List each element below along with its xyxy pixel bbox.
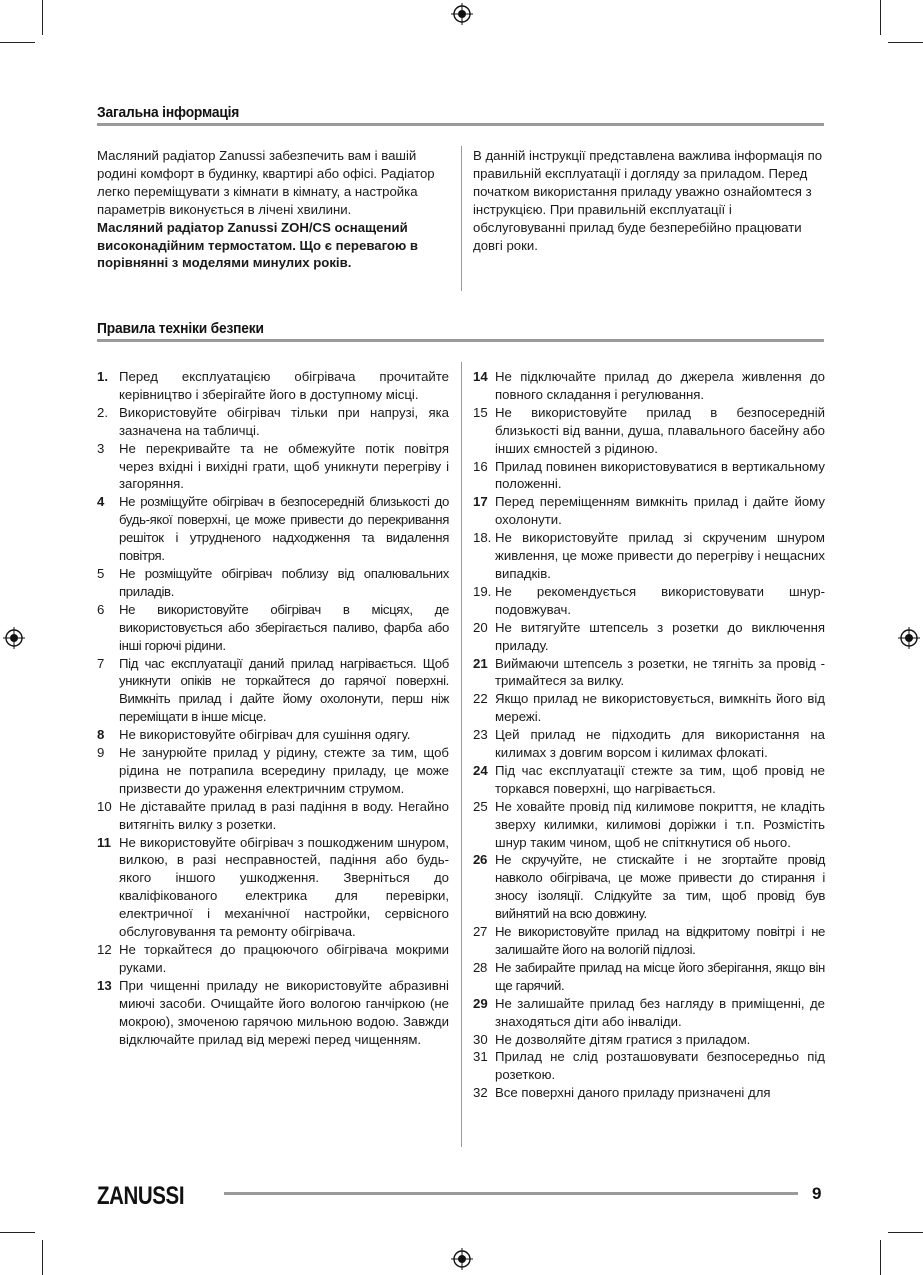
safety-right-column <box>473 368 825 1102</box>
general-bold-text: Масляний радіатор Zanussi ZOH/CS оснащений високонадійним термостатом. Що є перевагою в порівнянні з моделями минулих років. <box>97 219 418 271</box>
brand-logo: ZANUSSI <box>97 1182 185 1210</box>
safety-left-column <box>97 368 449 1048</box>
safety-list-left <box>97 368 449 1048</box>
safety-item: 31 Прилад не слід розташовувати безпосередньо під розеткою. <box>473 1049 825 1083</box>
heading-rule <box>97 339 824 342</box>
safety-item: 26 Не скручуйте, не стискайте і не згортайте провід навколо обігрівача, це може привести до стирання і зносу ізоляції. Слідкуйте за тим, щоб провід був вийнятий на всю довжину. <box>473 852 825 922</box>
crop-mark <box>880 0 881 35</box>
column-divider <box>461 146 462 291</box>
safety-item: 15 Не використовуйте прилад в безпосередній близькості від ванни, душа, плавального басейну або інших ємностей з рідиною. <box>473 404 825 456</box>
registration-mark-icon <box>3 627 25 649</box>
safety-list-right <box>473 368 825 1102</box>
safety-item: 2. Використовуйте обігрівач тільки при напрузі, яка зазначена на табличці. <box>97 404 449 438</box>
safety-item: 25 Не ховайте провід під килимове покриття, не кладіть зверху килимки, килимові доріжки і т.п. Розмістіть шнур таким чином, щоб не спіткнутися об нього. <box>473 798 825 850</box>
safety-item: 9 Не занурюйте прилад у рідину, стежте за тим, щоб рідина не потрапила всередину приладу, це може призвести до ураження електричним струмом. <box>97 745 449 796</box>
general-info-heading: Загальна інформація <box>97 104 240 121</box>
crop-mark <box>42 0 43 35</box>
safety-item: 18. Не використовуйте прилад зі скрученим шнуром живлення, це може привести до перегріву і нещасних випадків. <box>473 530 825 581</box>
safety-item: 6 Не використовуйте обігрівач в місцях, де використовується або зберігається паливо, фарба або інші горючі рідини. <box>97 601 449 653</box>
safety-item: 27 Не використовуйте прилад на відкритому повітрі і не залишайте його на вологій підлозі. <box>473 924 825 957</box>
safety-item: 12 Не торкайтеся до працюючого обігрівача мокрими руками. <box>97 942 449 975</box>
general-left-column <box>97 147 449 272</box>
footer-rule <box>224 1192 798 1195</box>
registration-mark-icon <box>898 627 920 649</box>
safety-item: 11 Не використовуйте обігрівач з пошкодженим шнуром, вилкою, в разі несправностей, падіння або будь-якого іншого ушкодження. Зверніться до кваліфікованого електрика для перевірки, електричної і механічної настройки, сервісного обслуговування та ремонту обігрівача. <box>97 834 449 940</box>
crop-mark <box>0 1232 35 1233</box>
safety-item: 14 Не підключайте прилад до джерела живлення до повного складання і регулювання. <box>473 369 825 402</box>
page-number: 9 <box>812 1184 822 1203</box>
safety-item: 22 Якщо прилад не використовується, вимкніть його від мережі. <box>473 691 825 725</box>
general-instructions-text: В данній інструкції представлена важлива інформація по правильній експлуатації і догляду за приладом. Перед початком використання приладу уважно ознайомтеся з інструкцією. При правильній експлуатації і обслуговуванні прилад буде безперебійно працювати довгі роки. <box>473 148 823 253</box>
safety-item: 1. Перед експлуатацією обігрівача прочитайте керівництво і зберігайте його в доступному місці. <box>97 369 449 402</box>
crop-mark <box>0 42 35 43</box>
safety-item: 30 Не дозволяйте дітям гратися з приладом. <box>473 1031 751 1047</box>
safety-item: 16 Прилад повинен використовуватися в вертикальному положенні. <box>473 458 825 492</box>
safety-item: 10 Не діставайте прилад в разі падіння в воду. Негайно витягніть вилку з розетки. <box>97 798 449 832</box>
general-intro-text: Масляний радіатор Zanussi забезпечить вам і вашій родині комфорт в будинку, квартирі або офісі. Радіатор легко переміщувати з кімнати в кімнату, а настройка параметрів виконується в лічені хвилини. <box>97 148 435 217</box>
heading-rule <box>97 123 824 126</box>
column-divider <box>461 362 462 1147</box>
safety-item: 24 Під час експлуатації стежте за тим, щоб провід не торкався поверхні, що нагрівається. <box>473 762 825 796</box>
registration-mark-icon <box>451 3 473 25</box>
safety-item: 13 При чищенні приладу не використовуйте абразивні миючі засоби. Очищайте його вологою ганчіркою (не мокрою), змоченою гарячою мильною водою. Завжди відключайте прилад від мережі перед чищенням. <box>97 977 449 1047</box>
safety-item: 7 Під час експлуатації даний прилад нагрівається. Щоб уникнути опіків не торкайтеся до гарячої поверхні. Вимкніть прилад і дайте йому охолонути, перш ніж переміщати в інше місце. <box>97 655 449 725</box>
safety-item: 32 Все поверхні даного приладу призначені для <box>473 1085 771 1101</box>
safety-item: 3 Не перекривайте та не обмежуйте потік повітря через вхідні і вихідні грати, щоб уникнути перегріву і загоряння. <box>97 440 449 492</box>
crop-mark <box>42 1240 43 1275</box>
crop-mark <box>888 42 923 43</box>
safety-item: 29 Не залишайте прилад без нагляду в приміщенні, де знаходяться діти або інваліди. <box>473 995 825 1029</box>
safety-item: 4 Не розміщуйте обігрівач в безпосередній близькості до будь-якої поверхні, це може привести до перекривання решіток і утрудненого надходження та видалення повітря. <box>97 494 449 564</box>
safety-item: 23 Цей прилад не підходить для використання на килимах з довгим ворсом і килимах флокаті. <box>473 727 825 761</box>
safety-item: 17 Перед переміщенням вимкніть прилад і дайте йому охолонути. <box>473 494 825 528</box>
general-right-column <box>473 147 823 254</box>
safety-item: 21 Виймаючи штепсель з розетки, не тягніть за провід - тримайтеся за вилку. <box>473 655 825 689</box>
safety-item: 28 Не забирайте прилад на місце його зберігання, якщо він ще гарячий. <box>473 959 825 993</box>
registration-mark-icon <box>451 1248 473 1270</box>
crop-mark <box>888 1232 923 1233</box>
safety-item: 20 Не витягуйте штепсель з розетки до виключення приладу. <box>473 619 825 653</box>
safety-item: 19. Не рекомендується використовувати шнур-подовжувач. <box>473 583 825 617</box>
crop-mark <box>880 1240 881 1275</box>
safety-item: 8 Не використовуйте обігрівач для сушіння одягу. <box>97 727 411 743</box>
safety-item: 5 Не розміщуйте обігрівач поблизу від опалювальних приладів. <box>97 565 449 599</box>
safety-rules-heading: Правила техніки безпеки <box>97 320 264 337</box>
